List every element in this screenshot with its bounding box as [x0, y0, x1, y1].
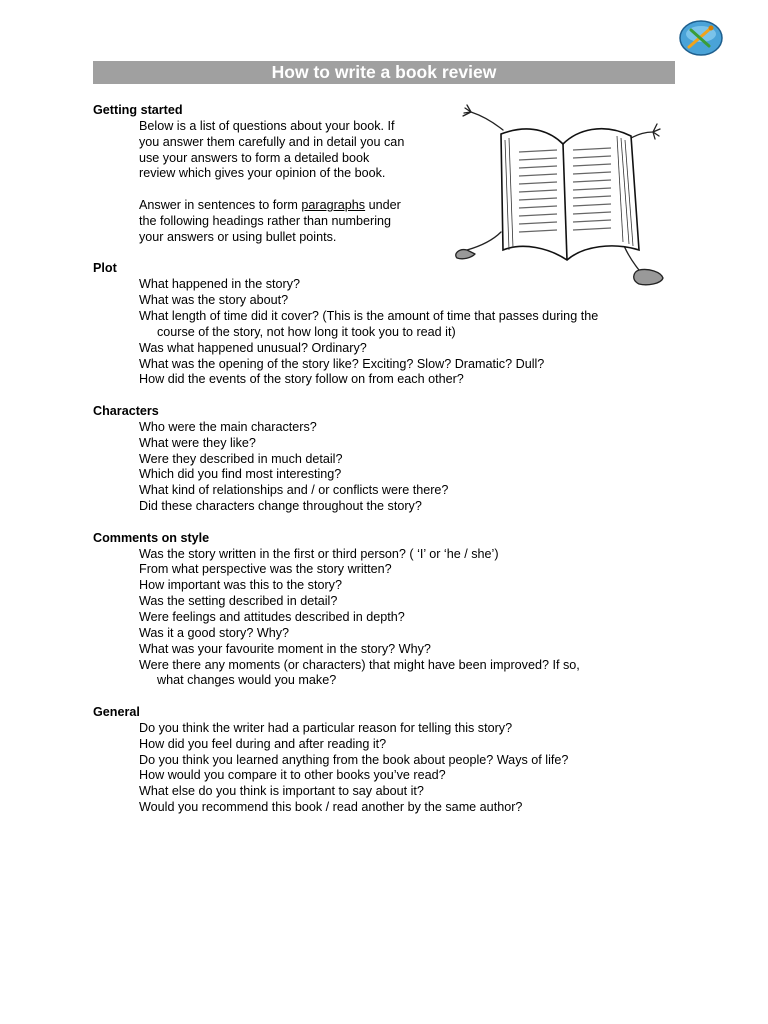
section-heading-getting-started: Getting started — [93, 103, 183, 117]
question-line: Were there any moments (or characters) that might have been improved? If so, — [139, 657, 580, 672]
paragraphs-term: paragraphs — [301, 198, 366, 213]
intro-line — [93, 198, 683, 214]
question-line: Was the setting described in detail? — [139, 594, 338, 609]
question-line: What else do you think is important to say about it? — [139, 784, 424, 799]
question-line: Did these characters change throughout the story? — [139, 499, 422, 514]
intro-text: under — [365, 198, 401, 213]
question-line: What was the opening of the story like? Exciting? Slow? Dramatic? Dull? — [139, 356, 545, 371]
question-line: What happened in the story? — [139, 277, 301, 292]
intro-line: the following headings rather than numbering — [139, 213, 392, 228]
intro-line: use your answers to form a detailed book — [139, 150, 370, 165]
review-guide-body — [93, 103, 683, 816]
section-heading-general: General — [93, 705, 140, 720]
question-line: Who were the main characters? — [139, 419, 317, 434]
intro-line: your answers or using bullet points. — [139, 229, 337, 244]
question-line: How would you compare it to other books you’ve read? — [139, 768, 446, 783]
question-line: Was what happened unusual? Ordinary? — [139, 340, 367, 355]
section-heading-characters: Characters — [93, 404, 159, 419]
question-line: Were they described in much detail? — [139, 451, 343, 466]
question-line: Do you think the writer had a particular reason for telling this story? — [139, 720, 513, 735]
question-line: What were they like? — [139, 435, 256, 450]
question-line: Were feelings and attitudes described in depth? — [139, 610, 405, 624]
question-line: What kind of relationships and / or conflicts were there? — [139, 483, 449, 498]
page-title: How to write a book review — [93, 61, 675, 84]
question-line: Would you recommend this book / read another by the same author? — [139, 800, 523, 815]
question-line: From what perspective was the story written? — [139, 562, 392, 577]
question-line-continuation: course of the story, not how long it took you to read it) — [157, 324, 456, 339]
question-line: How important was this to the story? — [139, 578, 342, 593]
question-line: Was it a good story? Why? — [139, 625, 290, 640]
question-line: Do you think you learned anything from the book about people? Ways of life? — [139, 752, 569, 767]
intro-line: you answer them carefully and in detail you can — [139, 134, 405, 149]
tools-icon — [678, 18, 724, 58]
question-line: Was the story written in the first or third person? ( ‘I’ or ‘he / she’) — [139, 546, 499, 561]
intro-line: Below is a list of questions about your book. If — [139, 118, 395, 133]
question-line: How did the events of the story follow on from each other? — [139, 372, 464, 387]
question-line: What was the story about? — [139, 293, 289, 308]
question-line: How did you feel during and after reading it? — [139, 736, 387, 751]
section-heading-plot: Plot — [93, 261, 117, 276]
question-line: What was your favourite moment in the story? Why? — [139, 641, 431, 656]
question-line-continuation: what changes would you make? — [157, 673, 337, 688]
intro-text: Answer in sentences to form — [139, 198, 302, 213]
section-heading-style: Comments on style — [93, 530, 210, 545]
intro-line: review which gives your opinion of the book. — [139, 166, 386, 181]
question-line: What length of time did it cover? (This is the amount of time that passes during the — [139, 308, 599, 323]
question-line: Which did you find most interesting? — [139, 467, 342, 482]
